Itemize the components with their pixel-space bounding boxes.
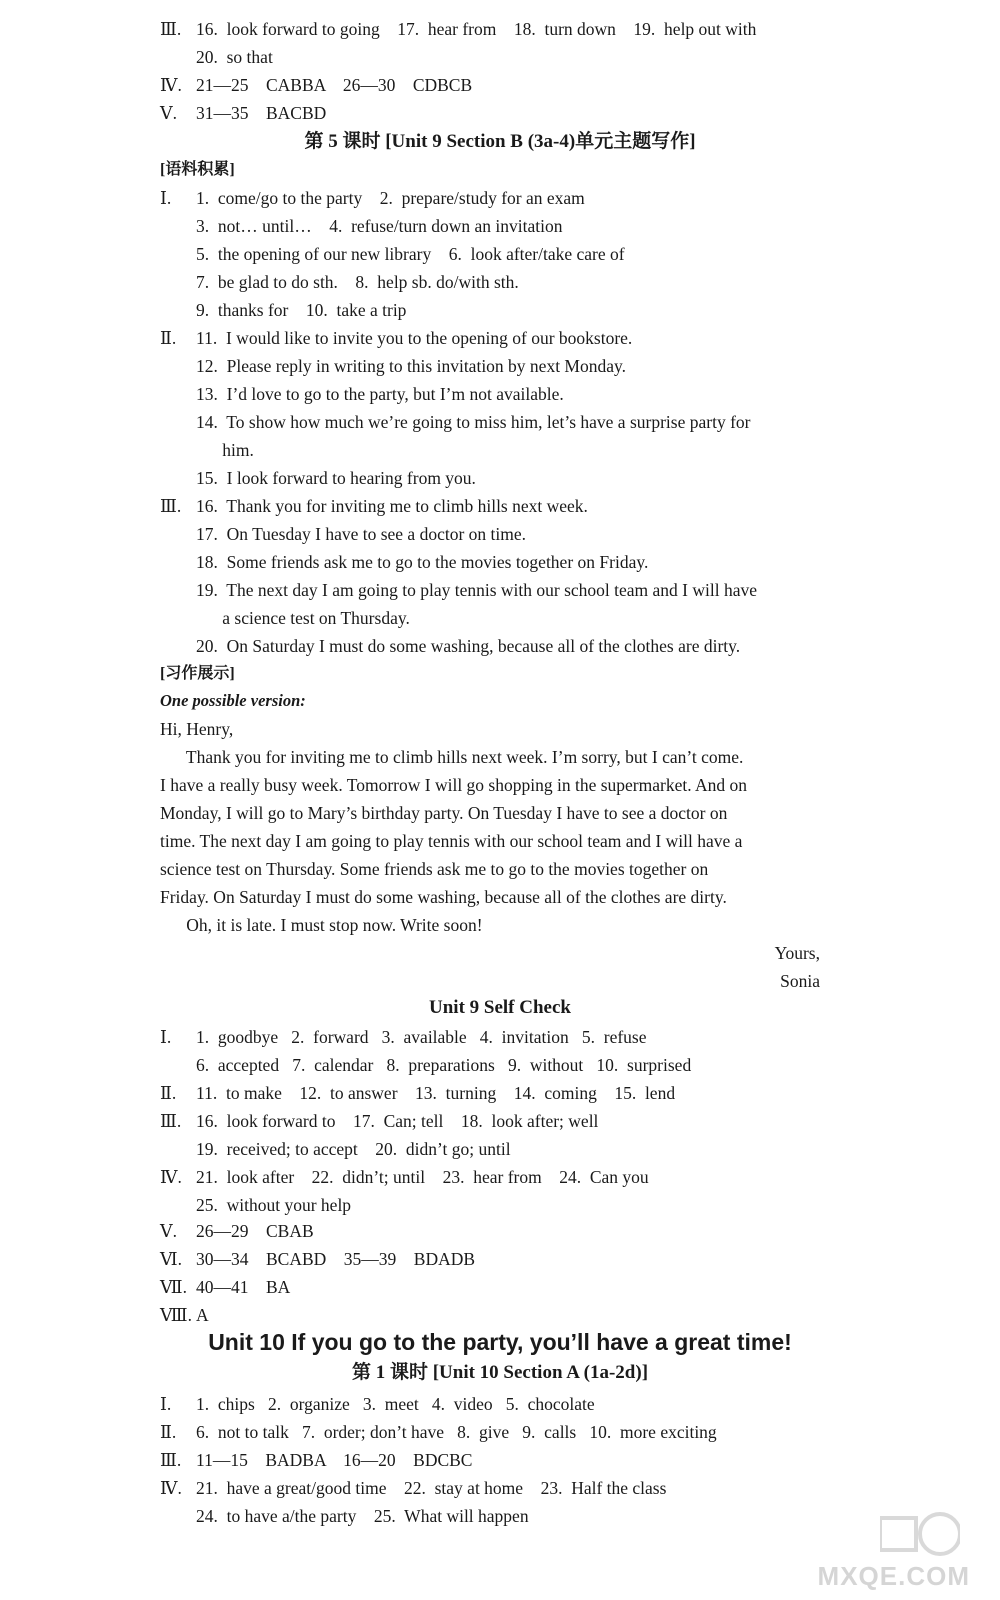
letter-line: Monday, I will go to Mary’s birthday party. On Tuesday I have to see a doctor on [160,803,728,823]
roman-numeral: Ⅵ. [160,1249,182,1269]
roman-numeral: Ⅳ. [160,1478,182,1498]
answer-line: 6. accepted 7. calendar 8. preparations 9. without 10. surprised [196,1055,692,1075]
answer-line: 25. without your help [196,1195,352,1215]
answer-line: 9. thanks for 10. take a trip [196,300,407,320]
corpus-heading: [语料积累] [160,161,235,178]
answer-line: 20. so that [196,47,273,67]
answer-line: 19. The next day I am going to play tennis with our school team and I will have [196,580,758,600]
answer-line: 26—29 CBAB [196,1221,314,1241]
roman-numeral: Ⅱ. [160,1422,177,1442]
roman-numeral: Ⅲ. [160,496,182,516]
roman-numeral: Ⅳ. [160,75,182,95]
answer-line: him. [196,440,254,460]
answer-line: 19. received; to accept 20. didn’t go; until [196,1139,511,1159]
answer-line: 1. goodbye 2. forward 3. available 4. invitation 5. refuse [196,1027,647,1047]
answer-line: 6. not to talk 7. order; don’t have 8. give 9. calls 10. more exciting [196,1422,717,1442]
letter-line: Friday. On Saturday I must do some washing, because all of the clothes are dirty. [160,887,727,907]
answer-line: 16. look forward to 17. Can; tell 18. look after; well [196,1111,599,1131]
answer-line: 24. to have a/the party 25. What will happen [196,1506,529,1526]
roman-numeral: Ⅴ. [160,1221,178,1241]
answer-line: 21. have a great/good time 22. stay at home 23. Half the class [196,1478,667,1498]
letter-signature: Sonia [780,971,820,991]
answer-line: 21—25 CABBA 26—30 CDBCB [196,75,473,95]
answer-line: 7. be glad to do sth. 8. help sb. do/with sth. [196,272,519,292]
answer-line: 3. not… until… 4. refuse/turn down an invitation [196,216,563,236]
watermark-text: MXQE.COM [817,1561,970,1591]
answer-line: 1. chips 2. organize 3. meet 4. video 5. chocolate [196,1394,595,1414]
roman-numeral: Ⅲ. [160,19,182,39]
possible-version-label: One possible version: [160,691,306,710]
roman-numeral: Ⅱ. [160,1083,177,1103]
answer-line: 16. Thank you for inviting me to climb hills next week. [196,496,588,516]
letter-line: time. The next day I am going to play tennis with our school team and I will have a [160,831,743,851]
roman-numeral: Ⅶ. [160,1277,187,1297]
roman-numeral: Ⅰ. [160,188,172,208]
roman-numeral: Ⅲ. [160,1450,182,1470]
roman-numeral: Ⅲ. [160,1111,182,1131]
watermark-logo [800,1512,970,1592]
self-check-heading: Unit 9 Self Check [429,997,571,1018]
letter-greeting: Hi, Henry, [160,719,234,739]
answer-line: 17. On Tuesday I have to see a doctor on time. [196,524,527,544]
answer-line: 11—15 BADBA 16—20 BDCBC [196,1450,473,1470]
answer-line: 16. look forward to going 17. hear from 18. turn down 19. help out with [196,19,757,39]
answer-line: A [196,1305,209,1325]
answer-line: 18. Some friends ask me to go to the movies together on Friday. [196,552,649,572]
unit-10-title: Unit 10 If you go to the party, you’ll have a great time! [208,1329,792,1355]
answer-line: 15. I look forward to hearing from you. [196,468,476,488]
answer-line: 12. Please reply in writing to this invitation by next Monday. [196,356,626,376]
letter-line: I have a really busy week. Tomorrow I will go shopping in the supermarket. And on [160,775,748,795]
answer-line: 5. the opening of our new library 6. look after/take care of [196,244,625,264]
answer-line: 31—35 BACBD [196,103,327,123]
roman-numeral: Ⅳ. [160,1167,182,1187]
letter-line: Thank you for inviting me to climb hills next week. I’m sorry, but I can’t come. [160,747,744,767]
letter-closing: Yours, [774,943,820,963]
lesson-5-heading: 第 5 课时 [Unit 9 Section B (3a-4)单元主题写作] [304,131,696,152]
letter-line: science test on Thursday. Some friends ask me to go to the movies together on [160,859,709,879]
roman-numeral: Ⅰ. [160,1027,172,1047]
roman-numeral: Ⅴ. [160,103,178,123]
answer-line: 11. I would like to invite you to the opening of our bookstore. [196,328,633,348]
roman-numeral: Ⅱ. [160,328,177,348]
answer-line: 13. I’d love to go to the party, but I’m not available. [196,384,564,404]
roman-numeral: Ⅰ. [160,1394,172,1414]
writing-heading: [习作展示] [160,665,235,682]
answer-line: 14. To show how much we’re going to miss him, let’s have a surprise party for [196,412,751,432]
answer-line: 1. come/go to the party 2. prepare/study for an exam [196,188,585,208]
roman-numeral: Ⅷ. [160,1305,192,1325]
answer-line: 20. On Saturday I must do some washing, because all of the clothes are dirty. [196,636,741,656]
watermark-badge-icon [880,1512,960,1556]
answer-line: 21. look after 22. didn’t; until 23. hear from 24. Can you [196,1167,649,1187]
answer-line: 30—34 BCABD 35—39 BDADB [196,1249,476,1269]
lesson-1-heading: 第 1 课时 [Unit 10 Section A (1a-2d)] [351,1362,649,1383]
answer-line: 40—41 BA [196,1277,291,1297]
answer-line: 11. to make 12. to answer 13. turning 14. coming 15. lend [196,1083,676,1103]
answer-line: a science test on Thursday. [196,608,410,628]
letter-line: Oh, it is late. I must stop now. Write soon! [160,915,483,935]
